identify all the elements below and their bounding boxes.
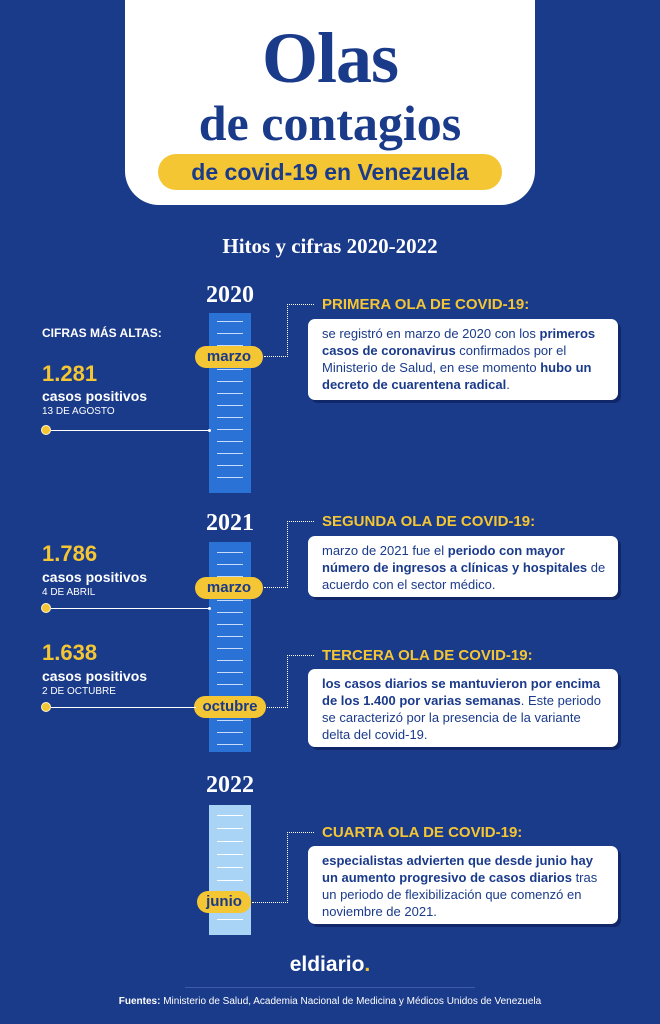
year-2020: 2020 <box>206 282 254 308</box>
peak-line-end-2 <box>208 607 211 610</box>
footer-sources <box>0 996 660 1007</box>
peak-line-end-1 <box>208 429 211 432</box>
wave-box-1 <box>308 319 618 400</box>
wave-box-2 <box>308 536 618 597</box>
eldiario-logo <box>0 953 660 977</box>
wave-text-1: se registró en marzo de 2020 con los primeros casos de coronavirus confirmados por el Ministerio de Salud, en ese momento hubo un decreto de cuarentena radical. <box>322 326 596 392</box>
subtitle: Hitos y cifras 2020-2022 <box>222 234 438 258</box>
timeline-tick <box>217 405 243 406</box>
timeline-tick <box>217 333 243 334</box>
timeline-tick <box>217 465 243 466</box>
timeline-bar-2022 <box>209 805 251 935</box>
cifras-label: CIFRAS MÁS ALTAS: <box>42 326 162 340</box>
timeline-tick <box>217 321 243 322</box>
month-marzo-2021: marzo <box>195 577 263 599</box>
peak-line-2 <box>51 608 209 609</box>
month-marzo-2020: marzo <box>195 346 263 368</box>
timeline-tick <box>217 453 243 454</box>
month-junio-2022: junio <box>197 891 251 913</box>
timeline-tick <box>217 732 243 733</box>
timeline-tick <box>217 477 243 478</box>
timeline-tick <box>217 564 243 565</box>
timeline-tick <box>217 552 243 553</box>
wave-box-4 <box>308 846 618 924</box>
timeline-tick <box>217 417 243 418</box>
timeline-tick <box>217 841 243 842</box>
timeline-tick <box>217 381 243 382</box>
timeline-tick <box>217 815 243 816</box>
title-line-1: Olas <box>261 18 399 98</box>
title-line-2: de contagios <box>198 95 462 151</box>
footer-label: Fuentes: <box>118 996 161 1007</box>
timeline-tick <box>217 854 243 855</box>
timeline-tick <box>217 828 243 829</box>
timeline-tick <box>217 624 243 625</box>
peak-label-1: casos positivos <box>42 388 148 404</box>
peak-date-3: 2 DE OCTUBRE <box>42 686 116 697</box>
wave-box-3 <box>308 669 618 747</box>
timeline-tick <box>217 441 243 442</box>
timeline-tick <box>217 660 243 661</box>
month-octubre-2021: octubre <box>194 696 266 718</box>
header-card <box>125 0 535 205</box>
wave-text-3: los casos diarios se mantuvieron por encima de los 1.400 por varias semanas. Este periodo se caracterizó por la presencia de la variante delta del covid-19. <box>322 676 601 742</box>
peak-marker-3 <box>41 702 51 712</box>
peak-marker-1 <box>41 425 51 435</box>
peak-date-1: 13 DE AGOSTO <box>42 406 115 417</box>
timeline-tick <box>217 600 243 601</box>
connector-1-horizontal <box>264 356 288 357</box>
wave-title-1: PRIMERA OLA DE COVID-19: <box>322 296 530 313</box>
peak-date-2: 4 DE ABRIL <box>42 587 96 598</box>
peak-line-1 <box>51 430 209 431</box>
wave-text-4: especialistas advierten que desde junio hay un aumento progresivo de casos diarios tras un periodo de flexibilización que comenzó en noviembre de 2021. <box>322 853 598 919</box>
wave-title-4: CUARTA OLA DE COVID-19: <box>322 824 523 841</box>
timeline-tick <box>217 648 243 649</box>
peak-number-2: 1.786 <box>42 541 98 566</box>
timeline-bar-2021 <box>209 542 251 752</box>
wave-title-3: TERCERA OLA DE COVID-19: <box>322 647 533 664</box>
connector-3-horizontal <box>267 707 288 708</box>
logo-name: eldiario <box>289 953 365 976</box>
timeline-tick <box>217 612 243 613</box>
title-line-3-pill: de covid-19 en Venezuela <box>158 154 502 190</box>
year-2021: 2021 <box>206 510 254 536</box>
timeline-tick <box>217 636 243 637</box>
timeline-tick <box>217 720 243 721</box>
peak-line-3 <box>51 707 196 708</box>
peak-marker-2 <box>41 603 51 613</box>
timeline-bar-2020 <box>209 313 251 493</box>
timeline-tick <box>217 393 243 394</box>
timeline-tick <box>217 919 243 920</box>
peak-number-1: 1.281 <box>42 361 98 386</box>
year-2022: 2022 <box>206 772 254 798</box>
timeline-tick <box>217 880 243 881</box>
timeline-tick <box>217 867 243 868</box>
footer-text: Ministerio de Salud, Academia Nacional de Medicina y Médicos Unidos de Venezuela <box>160 996 542 1007</box>
footer-divider <box>185 987 475 988</box>
timeline-tick <box>217 684 243 685</box>
wave-text-2: marzo de 2021 fue el periodo con mayor número de ingresos a clínicas y hospitales de acuerdo con el sector médico. <box>322 543 606 592</box>
timeline-tick <box>217 429 243 430</box>
connector-2-horizontal <box>264 587 288 588</box>
wave-title-2: SEGUNDA OLA DE COVID-19: <box>322 513 536 530</box>
timeline-tick <box>217 744 243 745</box>
peak-label-2: casos positivos <box>42 569 148 585</box>
timeline-tick <box>217 369 243 370</box>
peak-label-3: casos positivos <box>42 668 148 684</box>
connector-4-horizontal <box>252 902 288 903</box>
timeline-tick <box>217 672 243 673</box>
logo-dot: . <box>364 953 371 976</box>
peak-number-3: 1.638 <box>42 640 98 665</box>
